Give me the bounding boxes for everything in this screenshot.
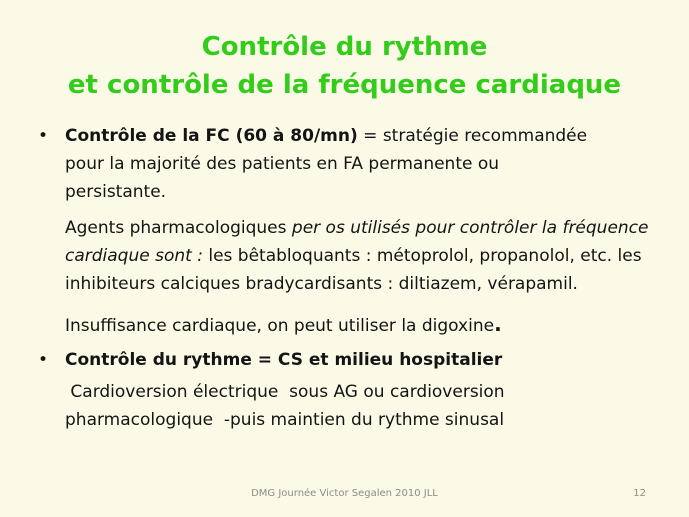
agents-pre: Agents pharmacologiques	[65, 218, 292, 238]
slide-title	[0, 28, 689, 104]
agents-italic: per os utilisés pour contrôler la fréquence cardiaque sont :	[65, 218, 649, 266]
bullet-line-3: persistante.	[65, 182, 167, 202]
bullet-line-2: pour la majorité des patients en FA permanente ou	[65, 154, 500, 174]
slide-content	[38, 122, 668, 434]
bullet-marker: •	[38, 350, 49, 370]
page-number: 12	[633, 488, 646, 499]
title-line-2: et contrôle de la fréquence cardiaque	[67, 70, 622, 100]
bullet-bold-heading: Contrôle de la FC (60 à 80/mn)	[65, 126, 358, 146]
insufficiency-end: .	[494, 312, 502, 336]
paragraph-agents	[65, 214, 668, 298]
bullet-marker: •	[38, 126, 49, 146]
cardioversion-line-1: Cardioversion électrique sous AG ou cardioversion	[65, 382, 505, 402]
bullet-rhythm-control	[38, 346, 668, 374]
bullet-text	[65, 122, 668, 206]
bullet-rest: = stratégie recommandée	[357, 126, 588, 146]
paragraph-insufficiency	[65, 310, 668, 340]
bullet-bold-heading: Contrôle du rythme = CS et milieu hospitalier	[65, 350, 503, 370]
agents-post: les bêtabloquants : métoprolol, propanolol, etc. les inhibiteurs calciques bradycardisants : diltiazem, vérapamil.	[65, 246, 642, 294]
cardioversion-line-2: pharmacologique -puis maintien du rythme sinusal	[65, 410, 505, 430]
paragraph-cardioversion	[65, 378, 668, 434]
title-line-1: Contrôle du rythme	[201, 32, 488, 62]
bullet-heart-rate-control	[38, 122, 668, 206]
insufficiency-text: Insuffisance cardiaque, on peut utiliser la digoxine	[65, 316, 495, 336]
footer-text: DMG Journée Victor Segalen 2010 JLL	[251, 488, 438, 499]
